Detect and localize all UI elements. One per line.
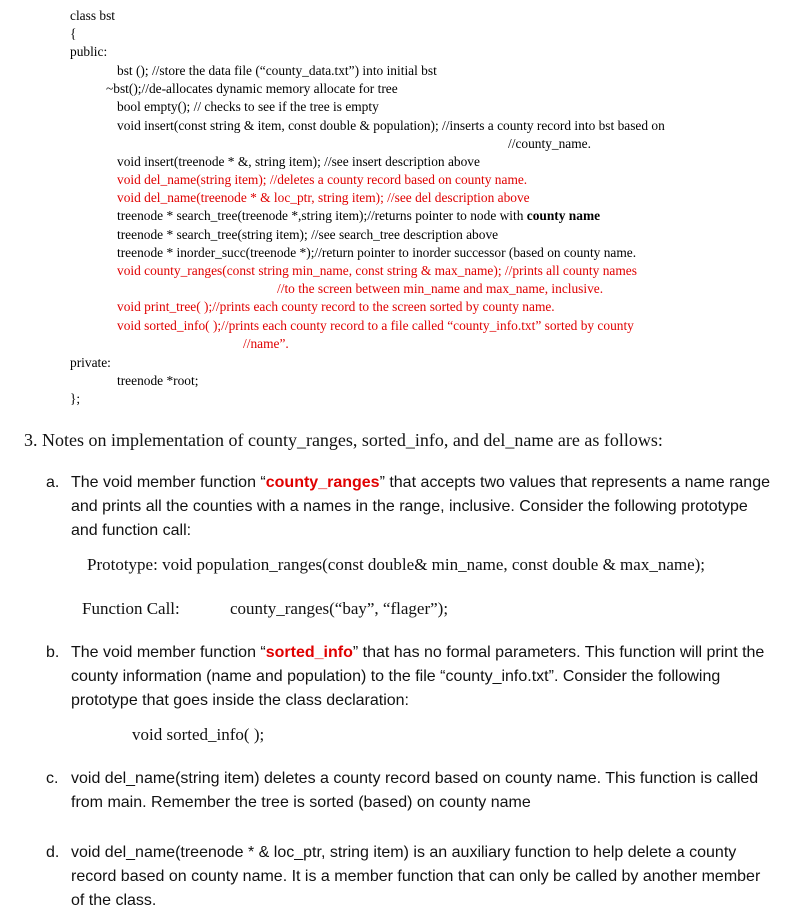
list-item-b xyxy=(46,641,768,713)
code-line: void del_name(string item); //deletes a county record based on county name. xyxy=(117,172,528,187)
list-item-c xyxy=(46,767,776,815)
code-line xyxy=(117,208,600,224)
code-line: void sorted_info( );//prints each county record to a file called “county_info.txt” sorted by county xyxy=(117,318,634,333)
code-line-bold: county name xyxy=(526,208,601,223)
code-line: bool empty(); // checks to see if the tree is empty xyxy=(117,99,379,114)
item-label: c. xyxy=(46,770,59,787)
prototype-line: Prototype: void population_ranges(const double& min_name, const double & max_name); xyxy=(87,555,706,574)
code-line: //to the screen between min_name and max_name, inclusive. xyxy=(277,281,604,296)
code-line: void insert(treenode * &, string item); //see insert description above xyxy=(117,154,480,169)
item-label: b. xyxy=(46,644,60,661)
highlight-term: sorted_info xyxy=(265,644,353,661)
item-label: a. xyxy=(46,474,60,491)
code-line: bst (); //store the data file (“county_data.txt”) into initial bst xyxy=(117,63,437,78)
code-line: ~bst();//de-allocates dynamic memory allocate for tree xyxy=(106,81,398,96)
section-heading: 3. Notes on implementation of county_ranges, sorted_info, and del_name are as follows: xyxy=(24,430,663,450)
item-text: void del_name(treenode * & loc_ptr, string item) is an auxiliary function to help delete a county record based on county name. It is a member function that can only be called by another member of the class. xyxy=(71,844,761,909)
code-line: //name”. xyxy=(243,336,289,351)
item-text: The void member function “sorted_info” that has no formal parameters. This function will print the county information (name and population) to the file “county_info.txt”. Consider the following prototype that goes inside the class declaration: xyxy=(71,644,765,709)
close-brace: }; xyxy=(70,391,81,406)
code-line: treenode * search_tree(string item); //see search_tree description above xyxy=(117,227,499,242)
private-label: private: xyxy=(70,355,111,370)
public-label: public: xyxy=(70,44,108,59)
highlight-term: county_ranges xyxy=(265,474,380,491)
code-line: void print_tree( );//prints each county record to the screen sorted by county name. xyxy=(117,299,555,314)
function-call-label: Function Call: xyxy=(82,599,180,618)
code-line: void del_name(treenode * & loc_ptr, string item); //see del description above xyxy=(117,190,530,205)
code-line: //county_name. xyxy=(508,136,591,151)
code-line: void insert(const string & item, const double & population); //inserts a county record into bst based on xyxy=(117,118,665,133)
private-member: treenode *root; xyxy=(117,373,199,388)
item-text: void del_name(string item) deletes a county record based on county name. This function is called from main. Remember the tree is sorted (based) on county name xyxy=(71,770,759,811)
item-text: The void member function “county_ranges” that accepts two values that represents a name range and prints all the counties with a names in the range, inclusive. Consider the following prototype and function call: xyxy=(71,474,770,539)
list-item-d xyxy=(46,841,776,913)
list-item-a xyxy=(46,471,776,543)
prototype-line: void sorted_info( ); xyxy=(132,725,265,744)
code-line-text: treenode * search_tree(treenode *,string item);//returns pointer to node with xyxy=(117,208,527,223)
class-declaration: class bst xyxy=(70,8,116,23)
open-brace: { xyxy=(70,26,77,41)
function-call-code: county_ranges(“bay”, “flager”); xyxy=(230,599,449,618)
code-line: void county_ranges(const string min_name, const string & max_name); //prints all county names xyxy=(117,263,637,278)
item-label: d. xyxy=(46,844,60,861)
code-line: treenode * inorder_succ(treenode *);//return pointer to inorder successor (based on county name. xyxy=(117,245,637,260)
